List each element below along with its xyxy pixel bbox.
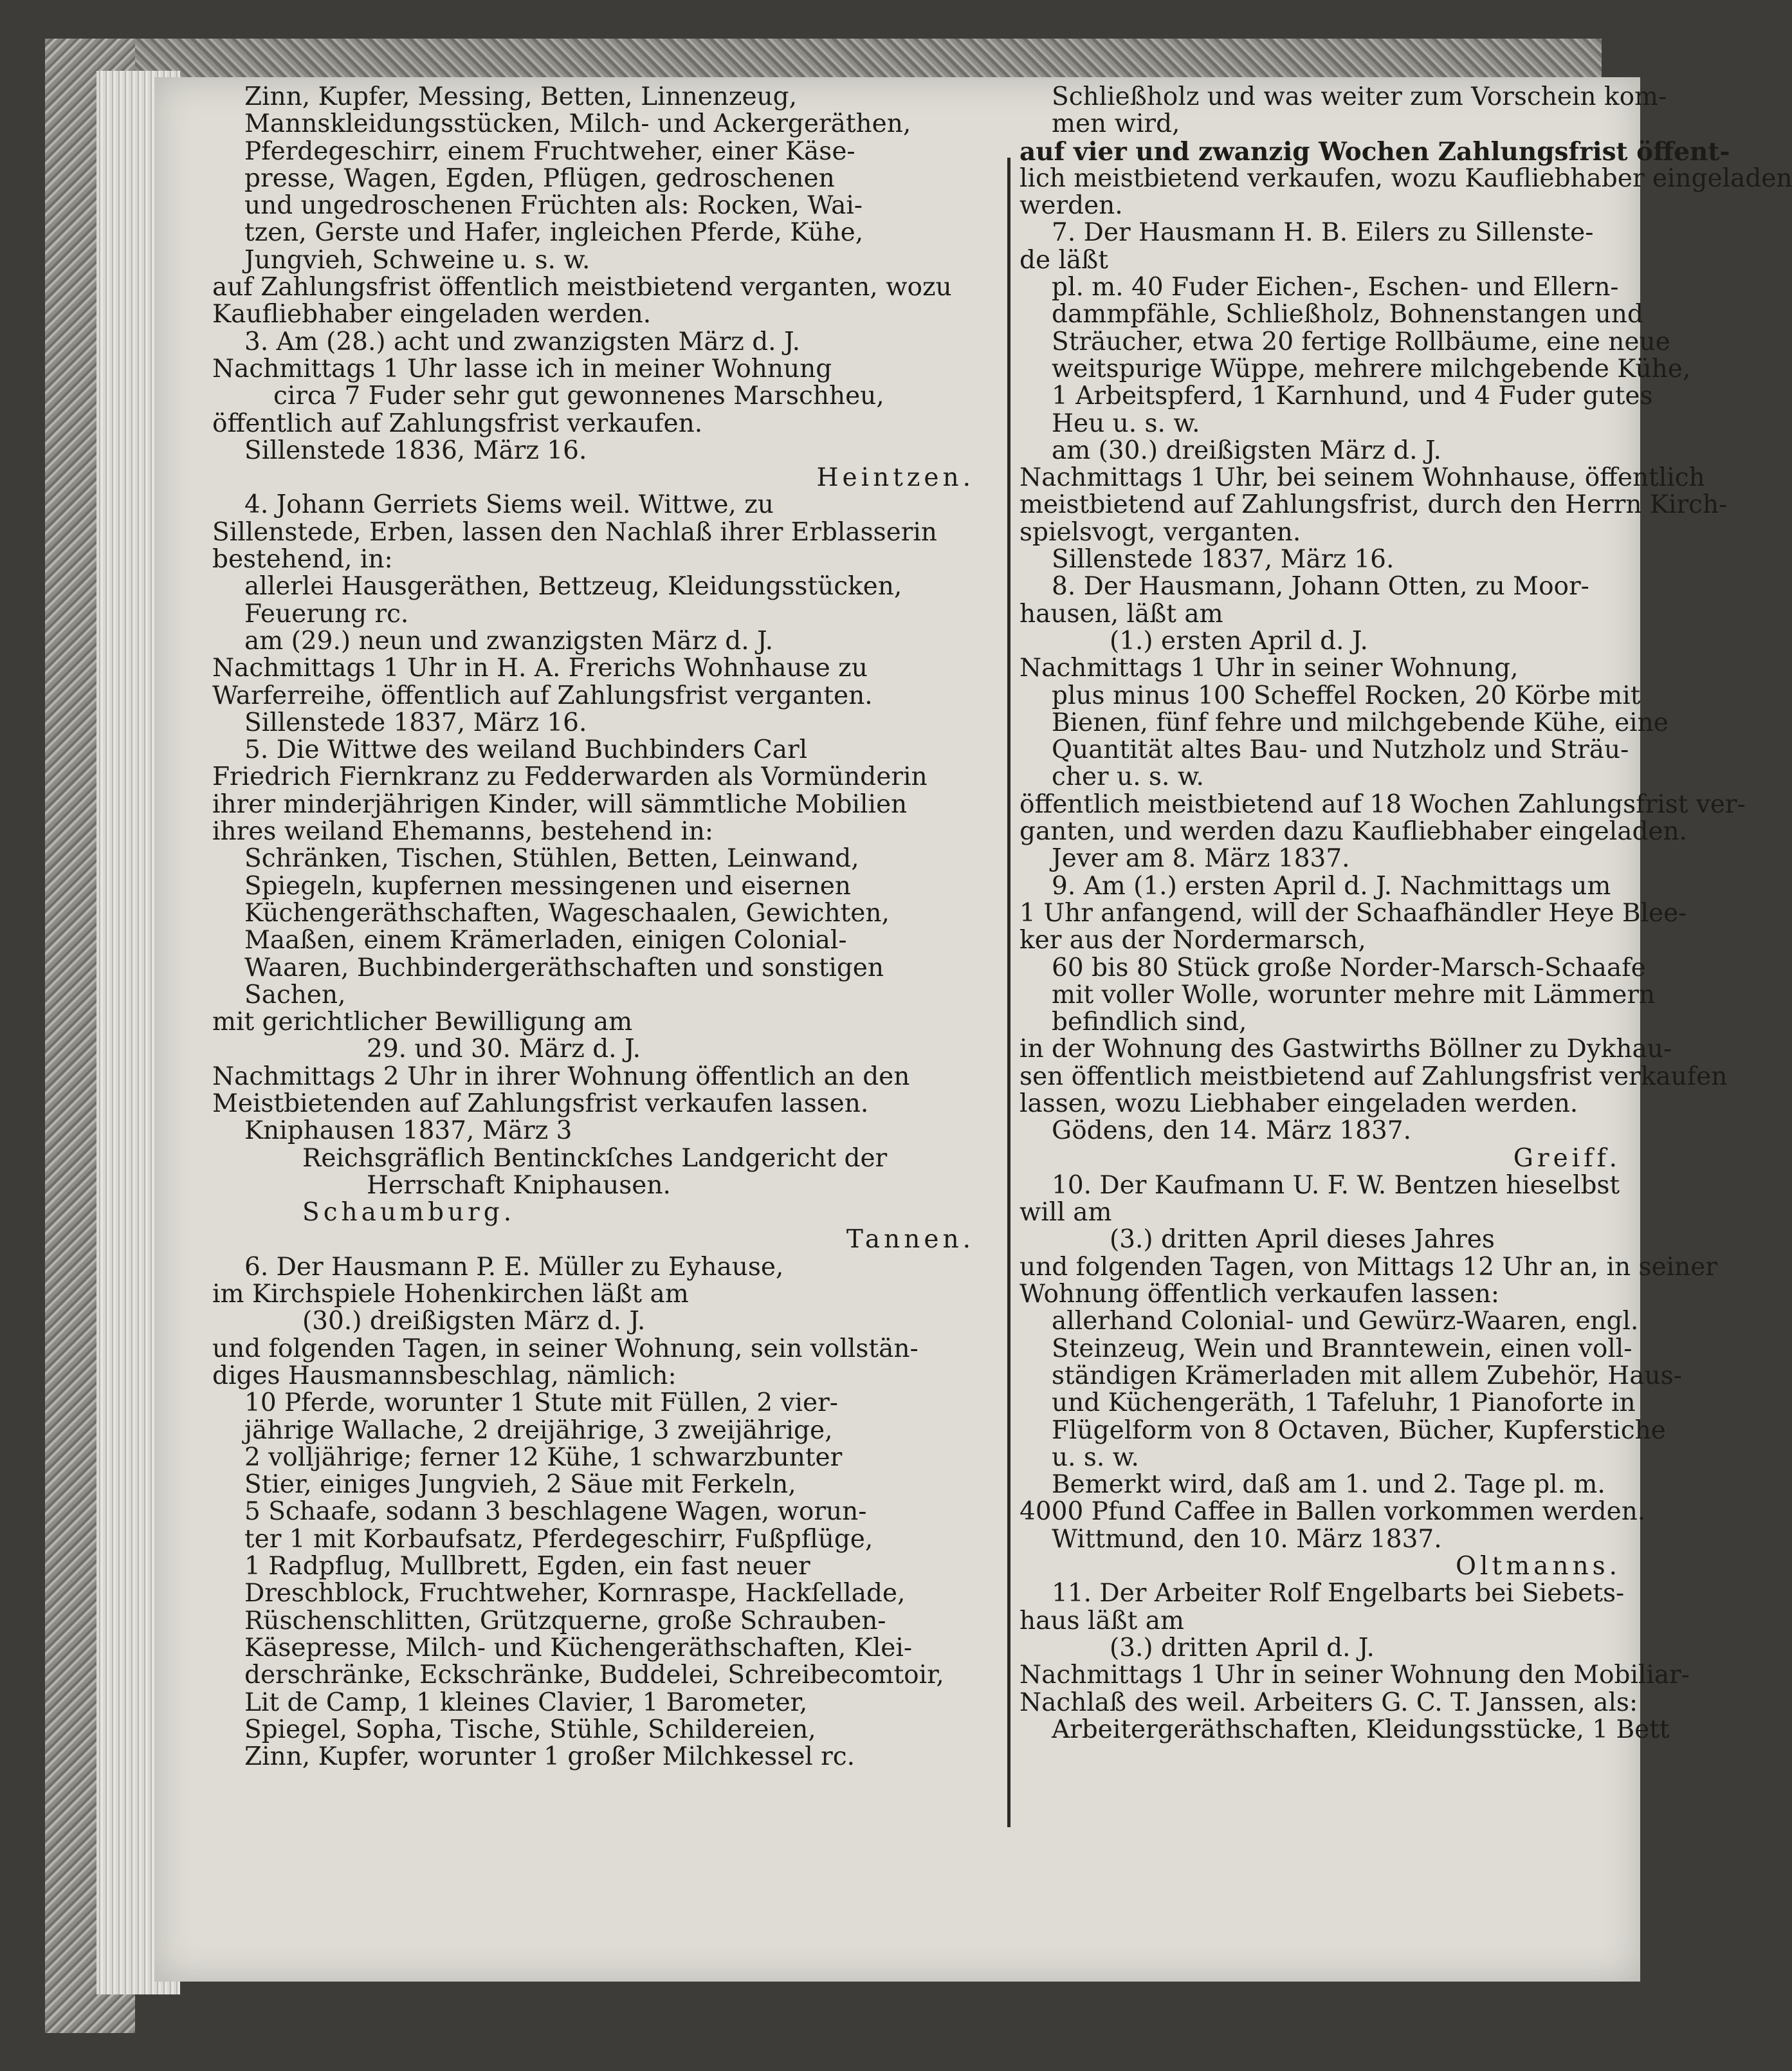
left-column-line: Nachmittags 1 Uhr lasse ich in meiner Wohnung xyxy=(212,354,832,383)
right-column-line: Bemerkt wird, daß am 1. und 2. Tage pl. m. xyxy=(1052,1470,1605,1500)
left-column-line: mit gerichtlicher Bewilligung am xyxy=(212,1008,633,1037)
right-column-line: hausen, läßt am xyxy=(1019,599,1223,629)
right-column-line: Wohnung öffentlich verkaufen lassen: xyxy=(1019,1280,1499,1309)
right-column-line: u. s. w. xyxy=(1052,1442,1139,1472)
right-column-line: Sillenstede 1837, März 16. xyxy=(1052,545,1394,575)
left-column-line: diges Hausmannsbeschlag, nämlich: xyxy=(212,1361,677,1390)
right-column-line: pl. m. 40 Fuder Eichen-, Eschen- und Ellern- xyxy=(1052,273,1619,302)
left-column-line: circa 7 Fuder sehr gut gewonnenes Marschheu, xyxy=(273,382,884,411)
right-column-line: Wittmund, den 10. März 1837. xyxy=(1052,1524,1442,1554)
left-column-line: 5 Schaafe, sodann 3 beschlagene Wagen, worun- xyxy=(244,1497,867,1527)
left-column-line: 2 volljährige; ferner 12 Kühe, 1 schwarzbunter xyxy=(244,1442,843,1472)
right-column-line: Schließholz und was weiter zum Vorschein kom- xyxy=(1052,82,1667,111)
left-column-line: Spiegel, Sopha, Tische, Stühle, Schildereien, xyxy=(244,1715,816,1744)
right-column-line: 8. Der Hausmann, Johann Otten, zu Moor- xyxy=(1052,572,1589,602)
left-column-line: und ungedroschenen Früchten als: Rocken, Wai- xyxy=(244,191,863,221)
right-column-line: mit voller Wolle, worunter mehre mit Lämmern xyxy=(1052,980,1656,1009)
left-column-line: Spiegeln, kupfernen messingenen und eisernen xyxy=(244,871,851,901)
right-column-line: weitspurige Wüppe, mehrere milchgebende Kühe, xyxy=(1052,354,1691,383)
left-column-line: Maaßen, einem Krämerladen, einigen Colonial- xyxy=(244,926,847,955)
left-column-line: Pferdegeschirr, einem Fruchtweher, einer Käse- xyxy=(244,136,855,166)
left-column-line: presse, Wagen, Egden, Pflügen, gedroschenen xyxy=(244,163,835,193)
right-column-line: Jever am 8. März 1837. xyxy=(1052,844,1350,874)
right-column-line: lich meistbietend verkaufen, wozu Kaufliebhaber eingeladen xyxy=(1019,163,1792,193)
right-column-line: plus minus 100 Scheffel Rocken, 20 Körbe mit xyxy=(1052,681,1641,710)
right-column-line: auf vier und zwanzig Wochen Zahlungsfrist öffent- xyxy=(1019,136,1730,167)
right-column-line: de läßt xyxy=(1019,245,1108,275)
left-column-line: ihrer minderjährigen Kinder, will sämmtliche Mobilien xyxy=(212,789,908,819)
left-column-line: im Kirchspiele Hohenkirchen läßt am xyxy=(212,1280,689,1309)
left-column-line: Nachmittags 2 Uhr in ihrer Wohnung öffentlich an den xyxy=(212,1062,910,1091)
right-column-line: cher u. s. w. xyxy=(1052,762,1204,792)
left-column-line: Reichsgräflich Bentinckſches Landgericht der xyxy=(302,1143,888,1173)
right-column-line: meistbietend auf Zahlungsfrist, durch den Herrn Kirch- xyxy=(1019,490,1728,520)
left-column-line: Rüschenschlitten, Grützquerne, große Schrauben- xyxy=(244,1606,886,1635)
left-column-line: tzen, Gerste und Hafer, ingleichen Pferde, Kühe, xyxy=(244,218,864,248)
left-column-line: 29. und 30. März d. J. xyxy=(367,1035,641,1064)
left-column-line: am (29.) neun und zwanzigsten März d. J. xyxy=(244,626,774,656)
left-column-line: 10 Pferde, worunter 1 Stute mit Füllen, 2 vier- xyxy=(244,1388,838,1418)
right-column-line: Oltmanns. xyxy=(1456,1552,1621,1581)
right-column-line: (1.) ersten April d. J. xyxy=(1110,626,1368,656)
right-column-line: sen öffentlich meistbietend auf Zahlungsfrist verkaufen xyxy=(1019,1062,1728,1091)
left-column-line: Dreschblock, Fruchtweher, Kornraspe, Hackſellade, xyxy=(244,1579,906,1608)
left-column-line: bestehend, in: xyxy=(212,545,393,575)
right-column-line: Nachmittags 1 Uhr in seiner Wohnung, xyxy=(1019,654,1519,683)
right-column-line: Steinzeug, Wein und Branntewein, einen voll- xyxy=(1052,1334,1632,1363)
right-column-line: Arbeitergeräthschaften, Kleidungsstücke, 1 Bett xyxy=(1052,1715,1670,1744)
right-column-line: Sträucher, etwa 20 fertige Rollbäume, eine neue xyxy=(1052,327,1670,356)
left-column-line: Käsepresse, Milch- und Küchengeräthschaften, Klei- xyxy=(244,1633,913,1662)
left-column-line: 3. Am (28.) acht und zwanzigsten März d. J. xyxy=(244,327,800,356)
right-column-line: befindlich sind, xyxy=(1052,1008,1247,1037)
right-column-line: 1 Uhr anfangend, will der Schaafhändler Heye Blee- xyxy=(1019,898,1687,928)
right-column-line: öffentlich meistbietend auf 18 Wochen Zahlungsfrist ver- xyxy=(1019,789,1746,819)
left-column-line: 4. Johann Gerriets Siems weil. Wittwe, zu xyxy=(244,490,774,520)
left-column-line: Waaren, Buchbindergeräthschaften und sonstigen xyxy=(244,953,884,982)
right-column-line: 4000 Pfund Caffee in Ballen vorkommen werden. xyxy=(1019,1497,1646,1527)
right-column-line: 9. Am (1.) ersten April d. J. Nachmittags um xyxy=(1052,871,1611,901)
left-column-line: Zinn, Kupfer, Messing, Betten, Linnenzeug, xyxy=(244,82,798,111)
left-column-line: 6. Der Hausmann P. E. Müller zu Eyhause, xyxy=(244,1252,784,1282)
left-column-line: Stier, einiges Jungvieh, 2 Säue mit Ferkeln, xyxy=(244,1470,796,1500)
right-column-line: (3.) dritten April d. J. xyxy=(1110,1633,1375,1662)
right-column-line: 1 Arbeitspferd, 1 Karnhund, und 4 Fuder gutes xyxy=(1052,382,1653,411)
right-column-line: allerhand Colonial- und Gewürz-Waaren, engl. xyxy=(1052,1307,1639,1336)
left-column xyxy=(212,84,1000,1771)
left-column-line: 5. Die Wittwe des weiland Buchbinders Carl xyxy=(244,735,808,765)
left-column-line: Sillenstede 1836, März 16. xyxy=(244,436,587,465)
left-column-line: Feuerung rc. xyxy=(244,599,409,629)
left-column-line: allerlei Hausgeräthen, Bettzeug, Kleidungsstücken, xyxy=(244,572,902,602)
left-column-line: Lit de Camp, 1 kleines Clavier, 1 Barometer, xyxy=(244,1688,808,1717)
left-column-line: Kaufliebhaber eingeladen werden. xyxy=(212,300,652,329)
left-column-line: ter 1 mit Korbaufsatz, Pferdegeschirr, Fußpflüge, xyxy=(244,1524,873,1554)
right-column-line: Nachmittags 1 Uhr in seiner Wohnung den Mobiliar- xyxy=(1019,1661,1690,1690)
left-column-line: Herrschaft Kniphausen. xyxy=(367,1170,671,1200)
left-column-line: Küchengeräthschaften, Wageschaalen, Gewichten, xyxy=(244,898,890,928)
column-divider xyxy=(1007,158,1010,1827)
left-column-line: Heintzen. xyxy=(816,463,974,493)
left-column-line: Sachen, xyxy=(244,980,346,1009)
right-column-line: Quantität altes Bau- und Nutzholz und Sträu- xyxy=(1052,735,1629,765)
right-column-line: und folgenden Tagen, von Mittags 12 Uhr an, in seiner xyxy=(1019,1252,1717,1282)
right-column-line: in der Wohnung des Gastwirths Böllner zu Dykhau- xyxy=(1019,1035,1672,1064)
left-column-line: Sillenstede 1837, März 16. xyxy=(244,708,587,737)
right-column-line: ganten, und werden dazu Kaufliebhaber eingeladen. xyxy=(1019,817,1688,847)
right-column-line: (3.) dritten April dieses Jahres xyxy=(1110,1225,1495,1255)
right-column-line: Nachlaß des weil. Arbeiters G. C. T. Janssen, als: xyxy=(1019,1688,1638,1717)
right-column-line: 11. Der Arbeiter Rolf Engelbarts bei Siebets- xyxy=(1052,1579,1625,1608)
left-column-line: jährige Wallache, 2 dreijährige, 3 zweijährige, xyxy=(244,1415,833,1445)
left-column-line: Friedrich Fiernkranz zu Fedderwarden als Vormünderin xyxy=(212,762,928,792)
left-column-line: Schaumburg. xyxy=(302,1198,516,1228)
left-column-line: Zinn, Kupfer, worunter 1 großer Milchkessel rc. xyxy=(244,1742,855,1772)
right-column-line: ständigen Krämerladen mit allem Zubehör, Haus- xyxy=(1052,1361,1682,1390)
left-column-line: Nachmittags 1 Uhr in H. A. Frerichs Wohnhause zu xyxy=(212,654,868,683)
right-column-line: Gödens, den 14. März 1837. xyxy=(1052,1116,1412,1146)
left-column-line: Mannskleidungsstücken, Milch- und Ackergeräthen, xyxy=(244,109,911,139)
right-column-line: dammpfähle, Schließholz, Bohnenstangen und xyxy=(1052,300,1643,329)
right-column-line: ker aus der Nordermarsch, xyxy=(1019,926,1366,955)
right-column-line: 10. Der Kaufmann U. F. W. Bentzen hieselbst xyxy=(1052,1170,1620,1200)
left-column-line: (30.) dreißigsten März d. J. xyxy=(302,1307,646,1336)
left-column-line: auf Zahlungsfrist öffentlich meistbietend verganten, wozu xyxy=(212,273,952,302)
right-column-line: Heu u. s. w. xyxy=(1052,409,1200,438)
left-column-line: derschränke, Eckschränke, Buddelei, Schreibecomtoir, xyxy=(244,1661,944,1690)
left-column-line: Warferreihe, öffentlich auf Zahlungsfrist verganten. xyxy=(212,681,873,710)
right-column-line: werden. xyxy=(1019,191,1123,221)
left-column-line: Tannen. xyxy=(846,1225,974,1255)
left-column-line: ihres weiland Ehemanns, bestehend in: xyxy=(212,817,714,847)
left-column-line: Schränken, Tischen, Stühlen, Betten, Leinwand, xyxy=(244,844,859,874)
right-column-line: Nachmittags 1 Uhr, bei seinem Wohnhause, öffentlich xyxy=(1019,463,1705,493)
left-column-line: Sillenstede, Erben, lassen den Nachlaß ihrer Erblasserin xyxy=(212,517,937,547)
left-column-line: und folgenden Tagen, in seiner Wohnung, sein vollstän- xyxy=(212,1334,919,1363)
right-column-line: Flügelform von 8 Octaven, Bücher, Kupferstiche xyxy=(1052,1415,1666,1445)
right-column-line: Greiff. xyxy=(1513,1143,1621,1173)
right-column-line: 60 bis 80 Stück große Norder-Marsch-Schaafe xyxy=(1052,953,1646,982)
right-column-line: men wird, xyxy=(1052,109,1180,139)
right-column-line: spielsvogt, verganten. xyxy=(1019,517,1301,547)
left-column-line: 1 Radpflug, Mullbrett, Egden, ein fast neuer xyxy=(244,1552,810,1581)
right-column-line: lassen, wozu Liebhaber eingeladen werden. xyxy=(1019,1089,1578,1118)
right-column-line: 7. Der Hausmann H. B. Eilers zu Sillenste- xyxy=(1052,218,1594,248)
right-column-line: haus läßt am xyxy=(1019,1606,1184,1635)
right-column-line: will am xyxy=(1019,1198,1112,1228)
right-column xyxy=(1019,82,1792,1744)
left-column-line: öffentlich auf Zahlungsfrist verkaufen. xyxy=(212,409,703,438)
right-column-line: Bienen, fünf fehre und milchgebende Kühe, eine xyxy=(1052,708,1669,737)
left-column-line: Meistbietenden auf Zahlungsfrist verkaufen lassen. xyxy=(212,1089,869,1118)
right-column-line: und Küchengeräth, 1 Tafeluhr, 1 Pianoforte in xyxy=(1052,1388,1636,1418)
left-column-line: Jungvieh, Schweine u. s. w. xyxy=(244,245,590,275)
right-column-line: am (30.) dreißigsten März d. J. xyxy=(1052,436,1441,465)
left-column-line: Kniphausen 1837, März 3 xyxy=(244,1116,572,1146)
